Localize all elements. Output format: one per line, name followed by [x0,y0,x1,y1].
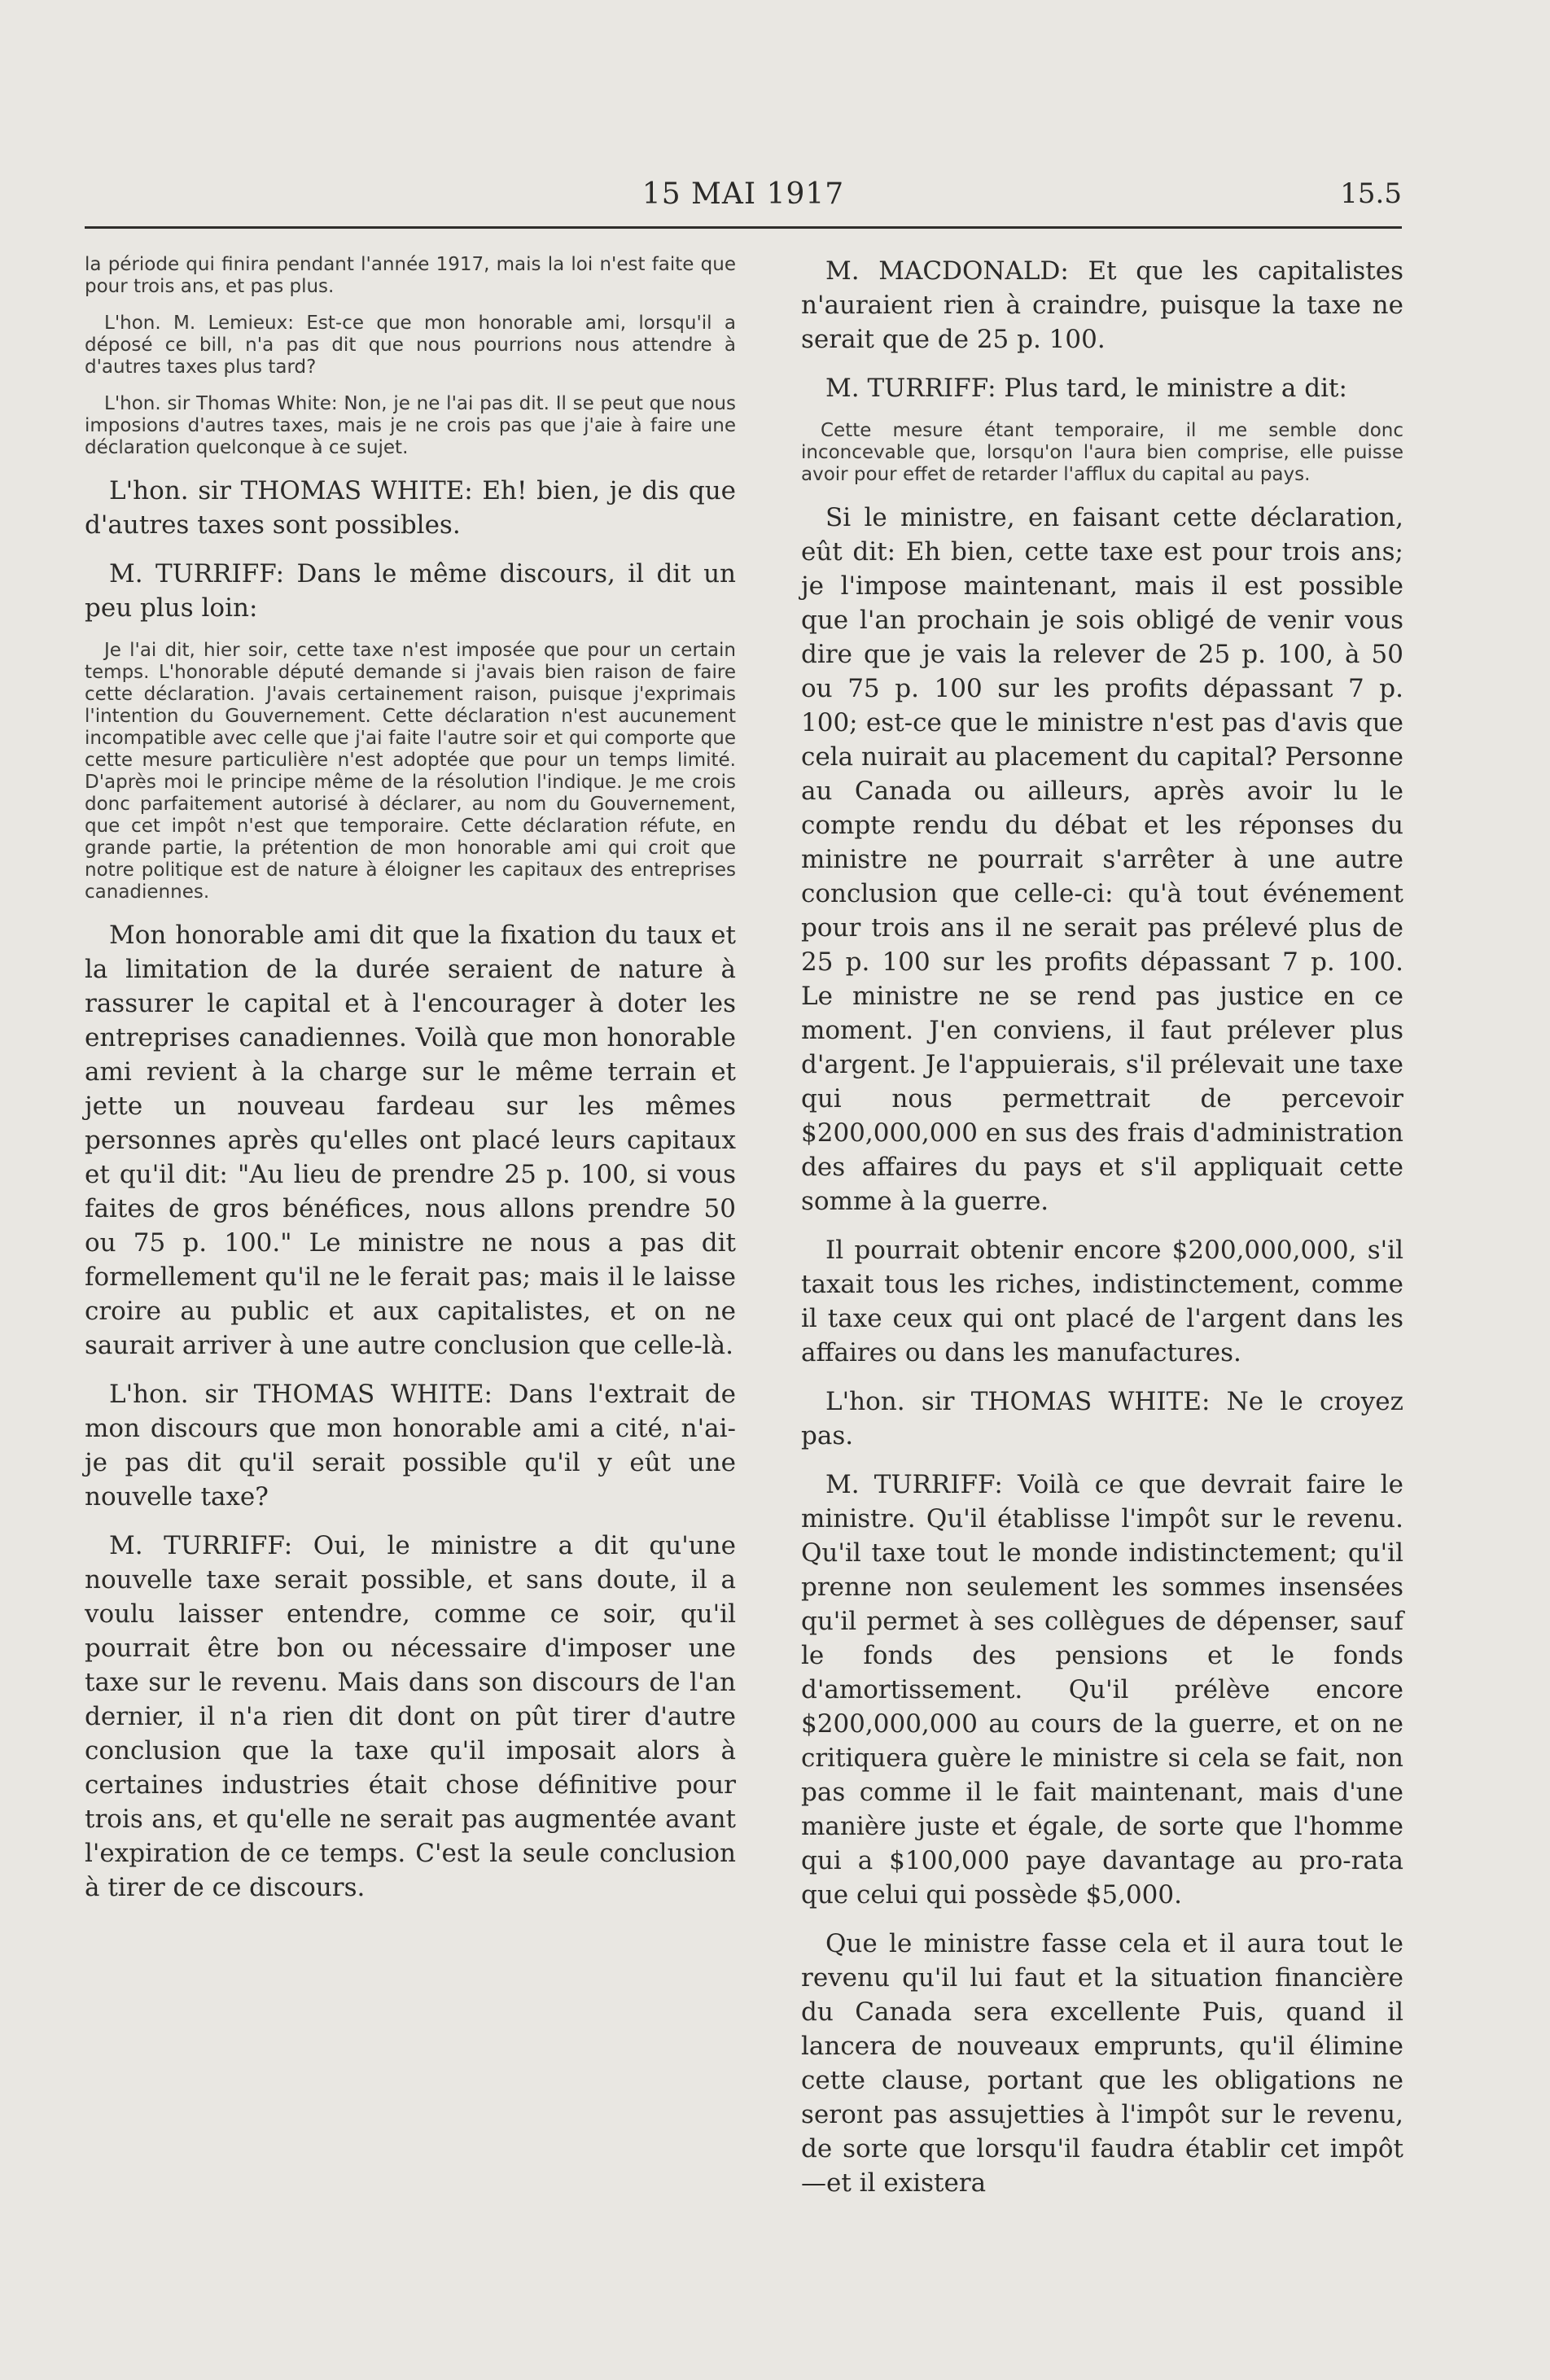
page-date: 15 MAI 1917 [641,177,845,211]
speech-paragraph: Si le ministre, en faisant cette déclaration, eût dit: Eh bien, cette taxe est pour trois ans; je l'impose maintenant, mais il est possible que l'an prochain je sois obligé de venir vous dire que je vais la relever de 25 p. 100, à 50 ou 75 p. 100 sur les profits dépassant 7 p. 100; est-ce que le ministre n'est pas d'avis que cela nuirait au placement du capital? Personne au Canada ou ailleurs, après avoir lu le compte rendu du débat et les réponses du ministre ne pourrait s'arrêter à une autre conclusion que celle-ci: qu'à tout événement pour trois ans il ne serait pas prélevé plus de 25 p. 100 sur les profits dépassant 7 p. 100. Le ministre ne se rend pas justice en ce moment. J'en conviens, il faut prélever plus d'argent. Je l'appuierais, s'il prélevait une taxe qui nous permettrait de percevoir $200,000,000 en sus des frais d'administration des affaires du pays et s'il appliquait cette somme à la guerre. [801,503,1403,1216]
quote-paragraph: L'hon. sir Thomas White: Non, je ne l'ai pas dit. Il se peut que nous imposions d'autres taxes, mais je ne crois pas que j'aie à faire une déclaration quelconque à ce sujet. [85,393,736,458]
quote-paragraph: L'hon. M. Lemieux: Est-ce que mon honorable ami, lorsqu'il a déposé ce bill, n'a pas dit que nous pourrions nous attendre à d'autres taxes plus tard? [85,313,736,378]
left-column [85,254,736,1919]
speech-paragraph: L'hon. sir THOMAS WHITE: Eh! bien, je dis que d'autres taxes sont possibles. [85,476,736,540]
quote-paragraph: la période qui finira pendant l'année 1917, mais la loi n'est faite que pour trois ans, et pas plus. [85,254,736,297]
quote-paragraph: Je l'ai dit, hier soir, cette taxe n'est imposée que pour un certain temps. L'honorable député demande si j'avais bien raison de faire cette déclaration. J'avais certainement raison, puisque j'exprimais l'intention du Gouvernement. Cette déclaration n'est aucunement incompatible avec celle que j'ai faite l'autre soir et qui comporte que cette mesure particulière n'est adoptée que pour un temps limité. D'après moi le principe même de la résolution l'indique. Je me crois donc parfaitement autorisé à déclarer, au nom du Gouvernement, que cet impôt n'est que temporaire. Cette déclaration réfute, en grande partie, la prétention de mon honorable ami qui croit que notre politique est de nature à éloigner les capitaux des entreprises canadiennes. [85,640,736,903]
right-column [801,254,1403,2215]
speech-paragraph: Il pourrait obtenir encore $200,000,000, s'il taxait tous les riches, indistinctement, comme il taxe ceux qui ont placé de l'argent dans les affaires ou dans les manufactures. [801,1236,1403,1367]
speech-paragraph: M. MACDONALD: Et que les capitalistes n'auraient rien à craindre, puisque la taxe ne serait que de 25 p. 100. [801,256,1403,354]
speech-paragraph: L'hon. sir THOMAS WHITE: Ne le croyez pas. [801,1387,1403,1450]
quote-paragraph: Cette mesure étant temporaire, il me semble donc inconcevable que, lorsqu'on l'aura bien comprise, elle puisse avoir pour effet de retarder l'afflux du capital au pays. [801,420,1403,485]
header-rule [85,226,1402,229]
speech-paragraph: L'hon. sir THOMAS WHITE: Dans l'extrait de mon discours que mon honorable ami a cité, n'ai-je pas dit qu'il serait possible qu'il y eût une nouvelle taxe? [85,1380,736,1512]
speech-paragraph: Que le ministre fasse cela et il aura tout le revenu qu'il lui faut et la situation financière du Canada sera excellente Puis, quand il lancera de nouveaux emprunts, qu'il élimine cette clause, portant que les obligations ne seront pas assujetties à l'impôt sur le revenu, de sorte que lorsqu'il faudra établir cet impôt—et il existera [801,1929,1403,2198]
page-number: 15.5 [1340,177,1402,210]
speech-paragraph: M. TURRIFF: Dans le même discours, il dit un peu plus loin: [85,559,736,623]
speech-paragraph: M. TURRIFF: Oui, le ministre a dit qu'une nouvelle taxe serait possible, et sans doute, il a voulu laisser entendre, comme ce soir, qu'il pourrait être bon ou nécessaire d'imposer une taxe sur le revenu. Mais dans son discours de l'an dernier, il n'a rien dit dont on pût tirer d'autre conclusion que la taxe qu'il imposait alors à certaines industries était chose définitive pour trois ans, et qu'elle ne serait pas augmentée avant l'expiration de ce temps. C'est la seule conclusion à tirer de ce discours. [85,1531,736,1902]
page-header [85,163,1402,228]
speech-paragraph: M. TURRIFF: Voilà ce que devrait faire le ministre. Qu'il établisse l'impôt sur le revenu. Qu'il taxe tout le monde indistinctement; qu'il prenne non seulement les sommes insensées qu'il permet à ses collègues de dépenser, sauf le fonds des pensions et le fonds d'amortissement. Qu'il prélève encore $200,000,000 au cours de la guerre, et on ne critiquera guère le ministre si cela se fait, non pas comme il le fait maintenant, mais d'une manière juste et égale, de sorte que l'homme qui a $100,000 paye davantage au pro-rata que celui qui possède $5,000. [801,1470,1403,1910]
speech-paragraph: Mon honorable ami dit que la fixation du taux et la limitation de la durée seraient de nature à rassurer le capital et à l'encourager à doter les entreprises canadiennes. Voilà que mon honorable ami revient à la charge sur le même terrain et jette un nouveau fardeau sur les mêmes personnes après qu'elles ont placé leurs capitaux et qu'il dit: "Au lieu de prendre 25 p. 100, si vous faites de gros bénéfices, nous allons prendre 50 ou 75 p. 100." Le ministre ne nous a pas dit formellement qu'il ne le ferait pas; mais il le laisse croire au public et aux capitalistes, et on ne saurait arriver à une autre conclusion que celle-là. [85,921,736,1360]
speech-paragraph: M. TURRIFF: Plus tard, le ministre a dit: [825,374,1347,403]
